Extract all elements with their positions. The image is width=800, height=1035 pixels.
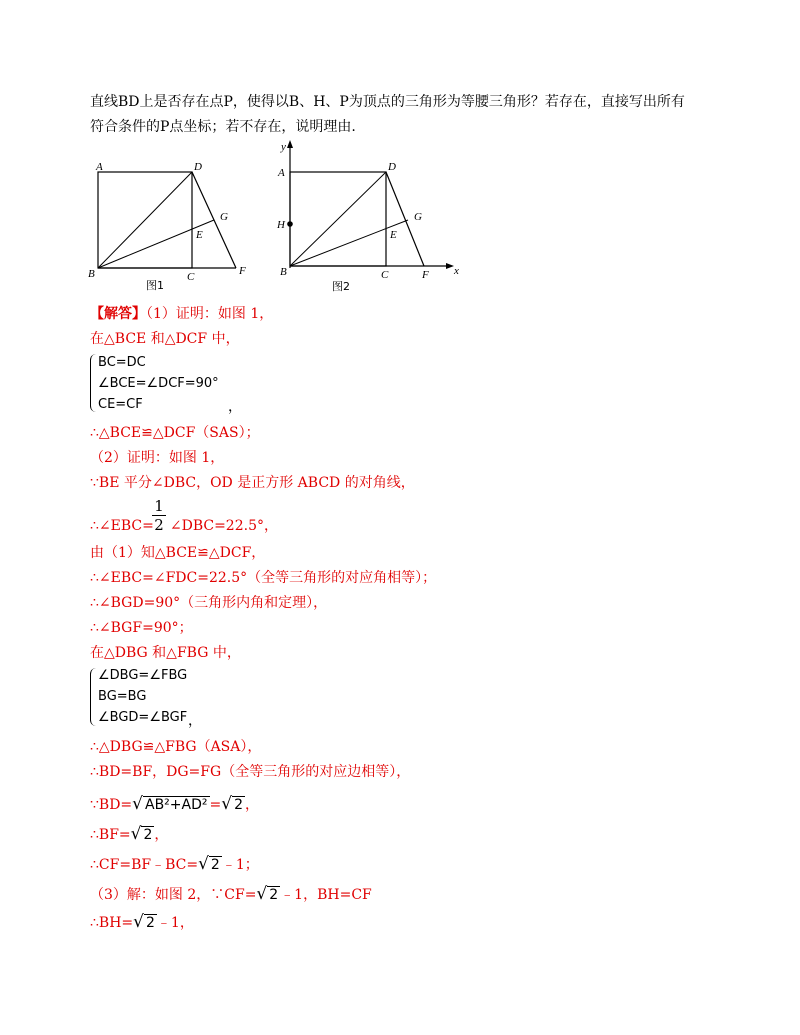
solution-line-s4: ∴∠EBC= ∠DBC=22.5°， — [90, 518, 278, 534]
question-line-2: 符合条件的P点坐标；若不存在，说明理由. — [90, 119, 356, 135]
fraction-denominator: 2 — [154, 516, 164, 534]
solution-line-s3: ∵BE 平分∠DBC，OD 是正方形 ABCD 的对角线， — [90, 475, 415, 491]
solution-line-s6: ∴∠EBC=∠FDC=22.5°（全等三角形的对应角相等）； — [90, 570, 437, 586]
figure-2-caption: 图2 — [332, 280, 350, 293]
point-h — [287, 221, 293, 227]
label-x: x — [454, 265, 459, 277]
solution-line-s8: ∴∠BGF=90°； — [90, 620, 193, 636]
system-2-row: BG=BG — [98, 689, 147, 704]
segment-bg — [98, 220, 214, 268]
equation-system-2 — [98, 665, 187, 728]
solution-tag: 【解答】 — [90, 306, 146, 322]
label-h: H — [277, 219, 285, 231]
solution-line-s2: ∴△BCE≌△DCF（SAS）； — [90, 425, 260, 441]
solution-line-s11: ∴BD=BF，DG=FG（全等三角形的对应边相等）， — [90, 764, 411, 780]
label-f: F — [239, 265, 246, 277]
label-e: E — [196, 229, 203, 241]
figure-1 — [86, 158, 256, 294]
solution-line-s5: 由（1）知△BCE≌△DCF， — [90, 545, 266, 561]
solution-line-s9: 在△DBG 和△FBG 中， — [90, 645, 241, 661]
y-axis-arrow — [287, 140, 293, 148]
solution-line-s12: ∵BD=√ AB²+AD² =√ 2 ， — [90, 794, 259, 814]
system-2-row: ∠DBG=∠FBG — [98, 668, 188, 683]
label-c: C — [381, 269, 389, 281]
figure-2 — [274, 140, 464, 294]
solution-line-s10: ∴△DBG≌△FBG（ASA）， — [90, 739, 262, 755]
label-g: G — [414, 211, 422, 223]
solution-line-s16: ∴BH=√ 2 ﹣1， — [90, 912, 194, 932]
label-b: B — [88, 268, 95, 280]
segment-bg — [290, 220, 408, 266]
label-d: D — [194, 161, 202, 173]
solution-part-1-heading — [90, 305, 273, 323]
x-axis-arrow — [446, 263, 454, 269]
label-y: y — [281, 141, 286, 153]
label-f: F — [422, 269, 429, 281]
solution-line-s7: ∴∠BGD=90°（三角形内角和定理）， — [90, 595, 328, 611]
label-c: C — [187, 271, 195, 283]
equation-system-1 — [98, 352, 219, 415]
solution-line-s14: ∴CF=BF﹣BC=√ 2 ﹣1； — [90, 854, 259, 874]
system-2-end: ， — [188, 713, 202, 729]
system-1-row: ∠BCE=∠DCF=90° — [98, 376, 219, 391]
label-d: D — [388, 161, 396, 173]
system-1-row: CE=CF — [98, 397, 143, 412]
solution-line-s13: ∴BF=√ 2 ， — [90, 824, 169, 844]
system-2-row: ∠BGD=∠BGF — [98, 710, 188, 725]
question-line-1: 直线BD上是否存在点P，使得以B、H、P为顶点的三角形为等腰三角形？若存在，直接写出所有 — [90, 94, 685, 110]
solution-part-2: （2）证明：如图 1， — [90, 450, 225, 466]
solution-part-1: （1）证明：如图 1， — [146, 306, 274, 322]
system-1-end: ， — [228, 399, 242, 415]
fraction-numerator: 1 — [154, 497, 164, 515]
label-a: A — [96, 161, 103, 173]
diagonal-bd — [290, 172, 386, 266]
diagonal-bd — [98, 172, 192, 268]
label-a: A — [278, 167, 285, 179]
label-b: B — [280, 266, 287, 278]
solution-line-s1: 在△BCE 和△DCF 中， — [90, 331, 240, 347]
figure-1-caption: 图1 — [146, 279, 164, 292]
system-1-row: BC=DC — [98, 355, 146, 370]
label-g: G — [220, 211, 228, 223]
solution-line-s15: （3）解：如图 2，∵CF=√ 2 ﹣1，BH=CF — [90, 884, 372, 904]
label-e: E — [390, 229, 397, 241]
